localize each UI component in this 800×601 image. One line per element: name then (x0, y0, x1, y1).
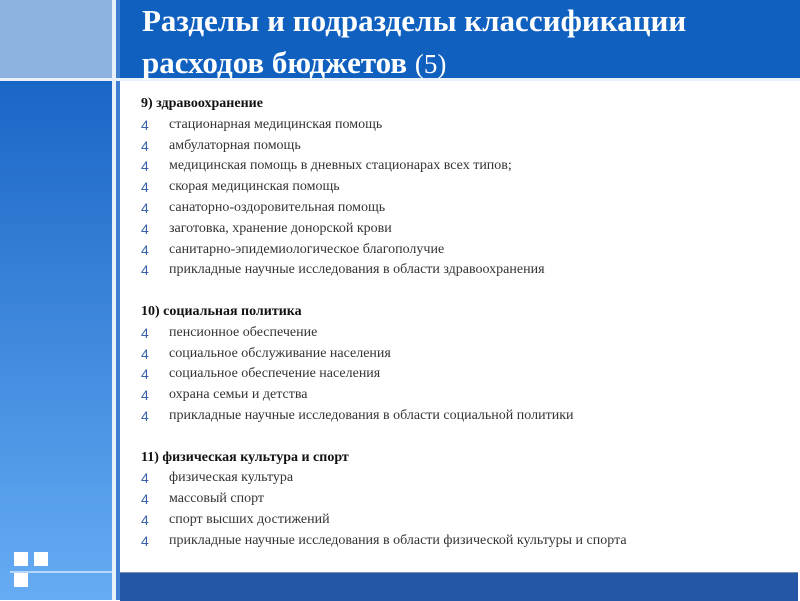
bullet-icon: 4 (141, 511, 149, 528)
footer-bar (120, 572, 798, 601)
decor-square-icon (14, 552, 28, 566)
list-item (141, 240, 791, 261)
list-item (141, 364, 791, 385)
list-item (141, 156, 791, 177)
bullet-icon: 4 (141, 470, 149, 487)
list-item (141, 468, 791, 489)
left-panel (0, 81, 112, 600)
list-item (141, 260, 791, 281)
list-item (141, 198, 791, 219)
list-item-text: социальное обеспечение населения (169, 366, 381, 382)
title-text: расходов бюджетов (142, 45, 408, 80)
list-item-text: социальное обслуживание населения (169, 345, 391, 361)
bullet-icon: 4 (141, 345, 149, 362)
list-item (141, 323, 791, 344)
list-item-text: медицинская помощь в дневных стационарах всех типов; (169, 158, 512, 174)
bullet-icon: 4 (141, 491, 149, 508)
list-item-text: амбулаторная помощь (169, 137, 301, 153)
bullet-icon: 4 (141, 366, 149, 383)
bullet-icon: 4 (141, 241, 149, 258)
list-item (141, 219, 791, 240)
list-item (141, 177, 791, 198)
bullet-icon: 4 (141, 262, 149, 279)
slide-number: (5) (414, 49, 447, 79)
list-item-text: санитарно-эпидемиологическое благополучие (169, 241, 445, 257)
list-item (141, 385, 791, 406)
list-item (141, 531, 791, 552)
bullet-icon: 4 (141, 407, 149, 424)
list-item-text: скорая медицинская помощь (169, 179, 340, 195)
spacer (141, 427, 791, 448)
spacer (141, 281, 791, 302)
list-item-text: заготовка, хранение донорской крови (169, 220, 392, 236)
bullet-icon: 4 (141, 116, 149, 133)
decor-line (10, 571, 112, 573)
decor-square-icon (14, 573, 28, 587)
list-item (141, 406, 791, 427)
slide-content (141, 94, 791, 552)
list-item-text: физическая культура (169, 470, 294, 486)
bullet-icon: 4 (141, 158, 149, 175)
list-item (141, 510, 791, 531)
corner-decoration (0, 0, 112, 78)
list-item-text: стационарная медицинская помощь (169, 116, 383, 132)
section-heading: 11) физическая культура и спорт (141, 449, 349, 465)
list-item-text: прикладные научные исследования в области социальной политики (169, 407, 574, 423)
decor-square-icon (34, 552, 48, 566)
title-line-1: Разделы и подразделы классификации (142, 3, 687, 38)
bullet-icon: 4 (141, 387, 149, 404)
bullet-icon: 4 (141, 220, 149, 237)
list-item-text: массовый спорт (169, 491, 265, 507)
section-heading: 10) социальная политика (141, 303, 302, 319)
title-line-2 (142, 45, 446, 81)
list-item-text: санаторно-оздоровительная помощь (169, 199, 386, 215)
slide-title (120, 0, 800, 78)
list-item (141, 115, 791, 136)
bullet-icon: 4 (141, 199, 149, 216)
bullet-icon: 4 (141, 532, 149, 549)
bullet-icon: 4 (141, 137, 149, 154)
list-item-text: охрана семьи и детства (169, 387, 308, 403)
list-item-text: пенсионное обеспечение (169, 324, 318, 340)
list-item-text: прикладные научные исследования в области здравоохранения (169, 262, 545, 278)
list-item (141, 489, 791, 510)
bullet-icon: 4 (141, 179, 149, 196)
bullet-icon: 4 (141, 324, 149, 341)
list-item-text: спорт высших достижений (169, 511, 330, 527)
list-item (141, 344, 791, 365)
list-item-text: прикладные научные исследования в области физической культуры и спорта (169, 532, 627, 548)
list-item (141, 136, 791, 157)
divider-strip (116, 0, 120, 600)
section-heading: 9) здравоохранение (141, 96, 263, 111)
